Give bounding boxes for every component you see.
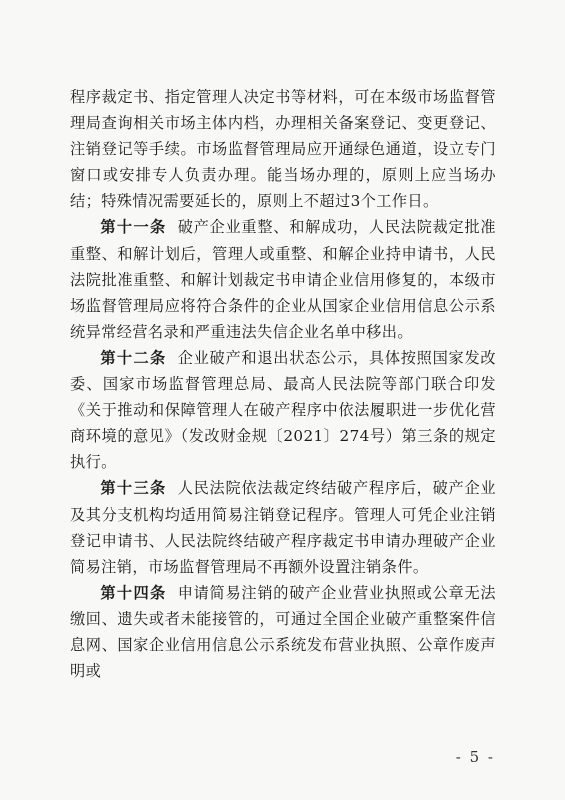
article-number: 第十四条 (100, 583, 167, 602)
article-text: 人民法院依法裁定终结破产程序后，破产企业及其分支机构均适用简易注销登记程序。管理人可凭企业注销登记申请书、人民法院终结破产程序裁定书申请办理破产企业简易注销，市场监督管理局不再额外设置注销条件。 (70, 479, 497, 576)
article-number: 第十三条 (100, 479, 167, 498)
article-text: 企业破产和退出状态公示，具体按照国家发改委、国家市场监督管理总局、最高人民法院等部门联合印发《关于推动和保障管理人在破产程序中依法履职进一步优化营商环境的意见》（发改财金规〔2021〕274号）第三条的规定执行。 (70, 348, 497, 472)
article-text: 破产企业重整、和解成功，人民法院裁定批准重整、和解计划后，管理人或重整、和解企业持申请书，人民法院批准重整、和解计划裁定书申请企业信用修复的，本级市场监督管理局应将符合条件的企业从国家企业信用信息公示系统异常经营名录和严重违法失信企业名单中移出。 (70, 218, 497, 341)
article-11 (70, 214, 496, 344)
paragraph-continuation (70, 84, 496, 214)
article-13 (70, 475, 496, 579)
document-body (70, 84, 496, 684)
article-number: 第十二条 (100, 348, 167, 367)
article-text: 申请简易注销的破产企业营业执照或公章无法缴回、遗失或者未能接管的，可通过全国企业破产重整案件信息网、国家企业信用信息公示系统发布营业执照、公章作废声明或 (70, 583, 497, 681)
article-12 (70, 345, 496, 475)
article-number: 第十一条 (100, 218, 167, 237)
article-14 (70, 580, 496, 684)
page-number: - 5 - (455, 748, 495, 766)
paragraph-text: 程序裁定书、指定管理人决定书等材料，可在本级市场监督管理局查询相关市场主体内档，办理相关备案登记、变更登记、注销登记等手续。市场监督管理局应开通绿色通道，设立专门窗口或安排专人负责办理。能当场办理的，原则上应当场办结；特殊情况需要延长的，原则上不超过3个工作日。 (70, 88, 496, 211)
